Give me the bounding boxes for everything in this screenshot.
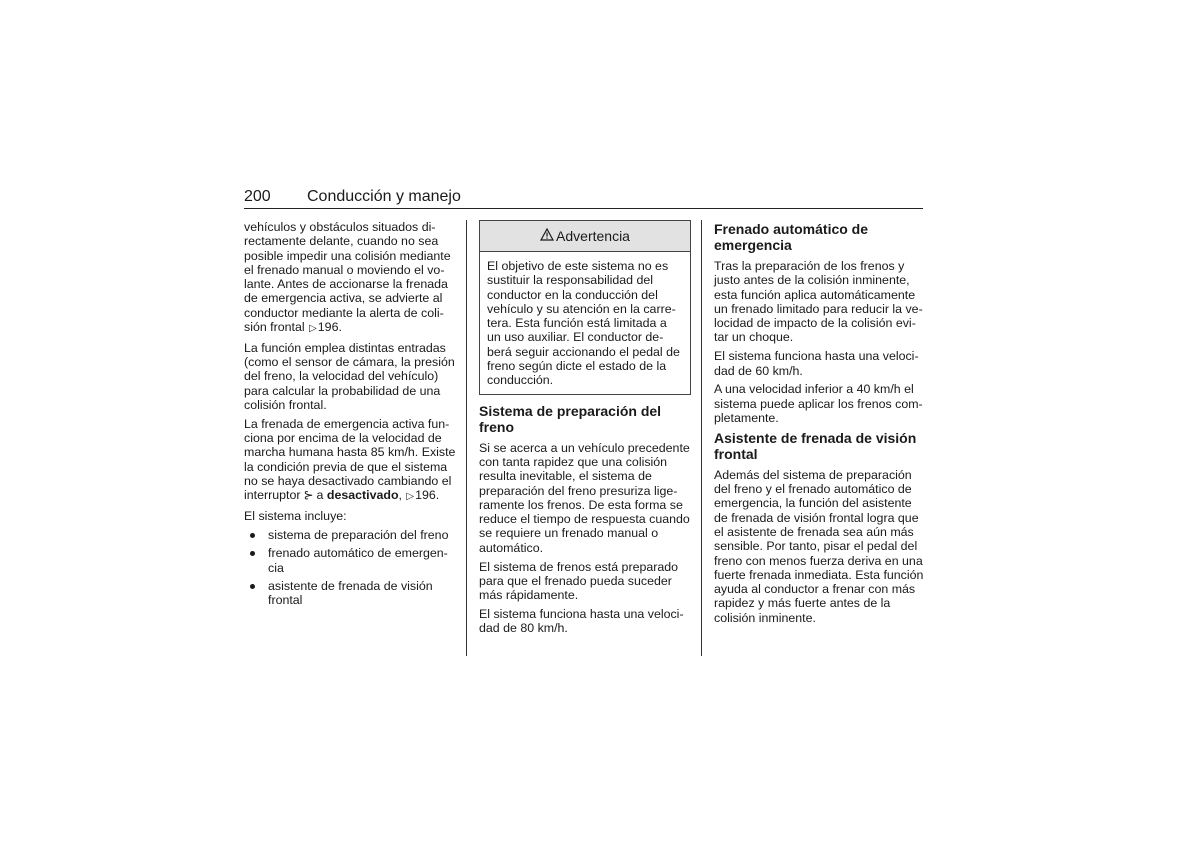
heading: Sistema de preparación del freno [479,402,662,435]
page-reference-icon: ▷ [309,323,317,335]
heading: Asistente de frenada de visión frontal [714,429,917,462]
page-header [244,188,923,208]
column-1 [244,220,456,611]
section-title: Conducción y manejo [307,188,461,205]
list-item: asistente de frenada de visión frontal [244,579,456,608]
warning-header [480,221,690,252]
column-divider [701,220,702,656]
paragraph: Tras la preparación de los frenos y justo antes de la colisión inminente, esta función aplica automáticamente un frenado limitado para reducir la velocidad de impacto de la colisión evitar un choque. [714,259,923,345]
warning-text: El objetivo de este sistema no es sustituir la responsabilidad del conductor en la conducción del vehículo y su atención en la carretera. Esta función está limitada a un uso auxiliar. El conductor deberá seguir accionando el pedal de freno según dicte el estado de la conducción. [487,259,680,388]
heading: Frenado automático de emergencia [714,221,869,253]
list-item: frenado automático de emergencia [244,546,456,575]
paragraph: Además del sistema de preparación del freno y el frenado automático de emergencia, la función del asistente de frenada de visión frontal logra que el asistente de frenada sea aún más sensible. Por tanto, pisar el pedal del freno con menos fuerza deriva en una fuerte frenada inmediata. Esta función ayuda al conductor a frenar con más rapidez y más fuerte antes de la colisión inminente. [714,467,924,625]
paragraph: La frenada de emergencia activa funciona por encima de la velocidad de marcha humana hasta 85 km/h. Existe la condición previa de que el sistema no se haya desactivado cambiando el interruptor ⊱ a desactivado, ▷196. [244,417,456,505]
paragraph: A una velocidad inferior a 40 km/h el sistema puede aplicar los frenos completamente. [714,382,923,425]
paragraph: Si se acerca a un vehículo precedente con tanta rapidez que una colisión resulta inevitable, el sistema de preparación del freno presuriza ligeramente los frenos. De esta forma se reduce el tiempo de respuesta cuando se requiere un frenado manual o automático. [479,440,690,555]
column-divider [466,220,467,656]
bullet-list [244,528,456,607]
paragraph: El sistema funciona hasta una velocidad de 80 km/h. [479,606,684,636]
paragraph: El sistema incluye: [244,509,347,524]
paragraph: vehículos y obstáculos situados directamente delante, cuando no sea posible impedir una colisión mediante el frenado manual o moviendo el volante. Antes de accionarse la frenada de emergencia activa, se advierte al conductor mediante la alerta de colisión frontal ▷196. [244,220,456,336]
warning-triangle-icon [540,228,554,243]
warning-title: Advertencia [556,227,630,244]
bold-term: desactivado [326,488,399,503]
column-2 [479,220,691,640]
warning-box [479,220,691,395]
paragraph: El sistema funciona hasta una velocidad de 60 km/h. [714,349,919,378]
paragraph: La función emplea distintas entradas (como el sensor de cámara, la presión del freno, la velocidad del vehículo) para calcular la probabilidad de una colisión frontal. [244,340,455,413]
paragraph: El sistema de frenos está preparado para que el frenado pueda suceder más rápidamente. [479,559,679,603]
list-item: sistema de preparación del freno [244,528,456,542]
header-rule [244,208,923,209]
switch-icon: ⊱ [303,488,314,503]
page-number: 200 [244,188,271,205]
page-reference-icon: ▷ [406,491,415,503]
column-3 [714,221,926,630]
